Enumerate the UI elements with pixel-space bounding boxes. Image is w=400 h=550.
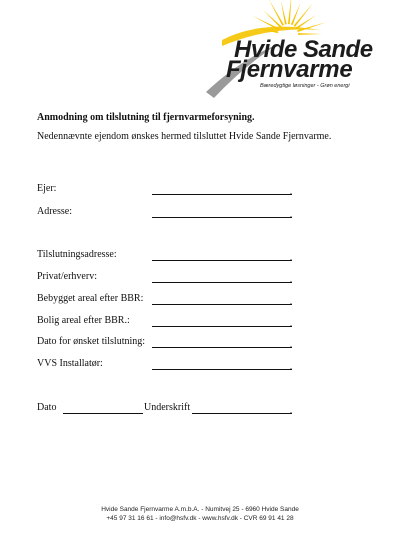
date-line[interactable]: [63, 413, 143, 414]
fill-in-line[interactable]: [152, 194, 292, 195]
field-plumber: VVS Installatør: .: [37, 358, 292, 371]
form-title: Anmodning om tilslutning til fjernvarmeforsyning.: [37, 112, 255, 123]
fill-in-line[interactable]: [152, 369, 292, 370]
form-intro: Nedennævnte ejendom ønskes hermed tilsluttet Hvide Sande Fjernvarme.: [37, 131, 332, 142]
field-label: Bolig areal efter BBR.:: [37, 315, 130, 326]
field-label: Privat/erhverv:: [37, 271, 97, 282]
field-owner: Ejer: .: [37, 183, 292, 196]
sun-ray: [264, 10, 282, 27]
footer-address: Hvide Sande Fjernvarme A.m.b.A. - Numitvej 25 - 6960 Hvide Sande: [101, 506, 299, 513]
field-built-area: Bebygget areal efter BBR: .: [37, 293, 292, 306]
sun-ray: [288, 0, 292, 24]
footer: [0, 505, 400, 523]
fill-in-line[interactable]: [152, 260, 292, 261]
signature-label: Underskrift: [144, 402, 191, 413]
logo-text-hvide-sande: Hvide Sande: [234, 36, 373, 63]
field-connection-address: Tilslutningsadresse: .: [37, 249, 292, 262]
sun-ray: [291, 2, 301, 25]
field-label: Tilslutningsadresse:: [37, 249, 117, 260]
sun-ray: [298, 33, 322, 35]
field-private-business: Privat/erhverv: .: [37, 271, 292, 284]
fill-in-line[interactable]: [152, 217, 292, 218]
field-label: Adresse:: [37, 206, 72, 217]
footer-contact: +45 97 31 16 61 - info@hsfv.dk - www.hsfv.dk - CVR 69 91 41 28: [106, 515, 294, 522]
sun-ray: [281, 1, 287, 25]
signature-line[interactable]: [192, 413, 292, 414]
signature-row: Dato Underskrift .: [37, 402, 292, 415]
logo-tagline: Bæredygtige løsninger - Grøn energi: [260, 83, 350, 89]
fill-in-line[interactable]: [152, 326, 292, 327]
sun-ray: [296, 15, 316, 29]
fill-in-line[interactable]: [152, 282, 292, 283]
field-label: Bebygget areal efter BBR:: [37, 293, 144, 304]
field-label: VVS Installatør:: [37, 358, 103, 369]
field-label: Dato for ønsket tilslutning:: [37, 336, 146, 347]
field-address: Adresse: .: [37, 206, 292, 219]
sun-ray: [297, 22, 326, 32]
fill-in-line[interactable]: [152, 347, 292, 348]
field-residential-area: Bolig areal efter BBR.: .: [37, 315, 292, 328]
field-connection-date: Dato for ønsket tilslutning: .: [37, 336, 292, 349]
company-logo: [200, 0, 400, 100]
logo-text-fjernvarme: Fjernvarme: [226, 56, 353, 83]
fill-in-line[interactable]: [152, 304, 292, 305]
date-label: Dato: [37, 402, 57, 413]
field-label: Ejer:: [37, 183, 57, 194]
